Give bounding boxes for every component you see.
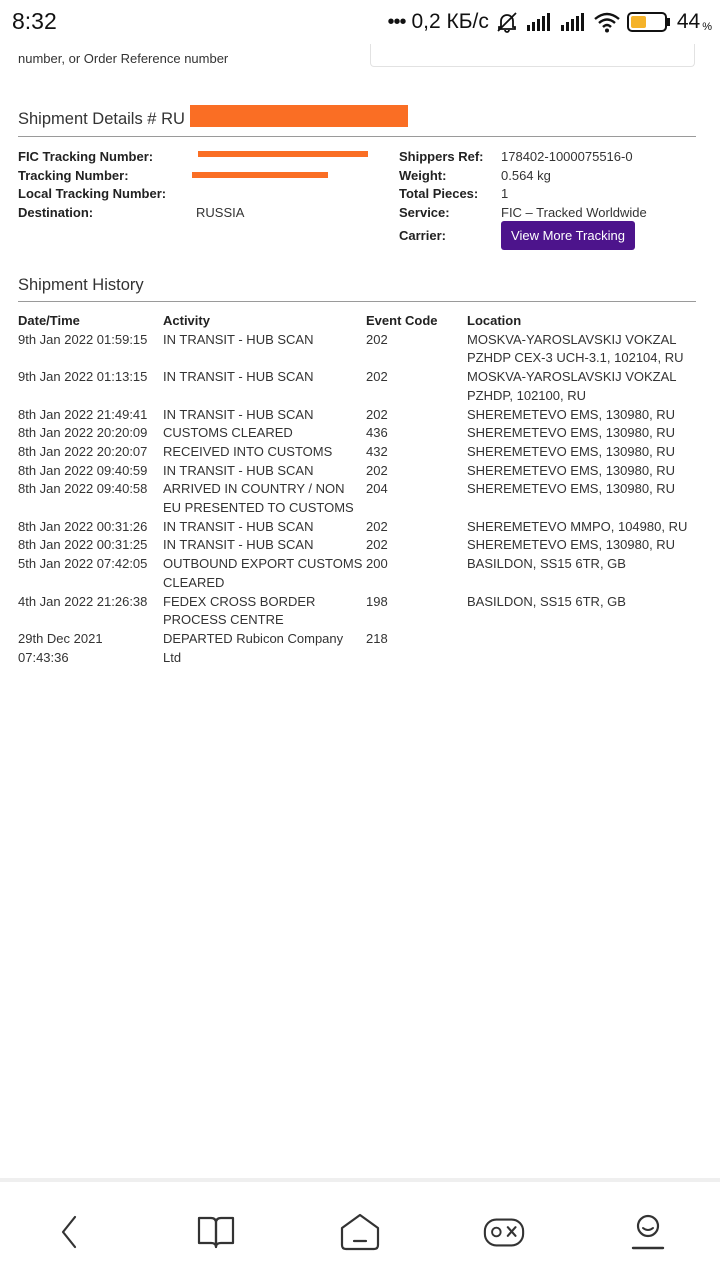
hint-text: number, or Order Reference number [18,51,229,66]
more-dots-icon: ••• [387,10,406,33]
cell-location [467,424,698,443]
shipment-history-title: Shipment History [18,276,144,294]
cell-event-code: 200 [366,556,388,572]
cell-activity-line: CUSTOMS CLEARED [163,425,293,441]
cell-date [18,630,163,667]
service-label: Service: [399,205,450,220]
cell-location-line: SHEREMETEVO EMS, 130980, RU [467,443,676,459]
cell-location [467,518,698,537]
cell-activity-line: EU PRESENTED TO CUSTOMS [163,500,354,516]
cell-location-line: SHEREMETEVO MMPO, 104980, RU [467,518,688,534]
cell-date [18,593,163,630]
table-row [18,462,698,481]
cell-location-line: SHEREMETEVO EMS, 130980, RU [467,406,676,422]
cell-location [467,331,698,368]
games-button[interactable] [482,1210,526,1254]
cell-date-line: 4th Jan 2022 21:26:38 [18,593,148,609]
status-indicators [387,9,712,35]
cell-location [467,555,698,592]
view-more-tracking-button[interactable]: View More Tracking [501,221,635,250]
table-row [18,406,698,425]
cell-activity-line: IN TRANSIT - HUB SCAN [163,462,314,478]
cell-location [467,630,698,667]
cell-location-line: PZHDP, 102100, RU [467,387,586,403]
total-pieces-value: 1 [501,186,509,201]
shippers-ref-label: Shippers Ref: [399,149,484,164]
cell-date-line: 8th Jan 2022 09:40:58 [18,481,148,497]
table-row [18,593,698,630]
cell-event-code: 202 [366,331,388,347]
history-table [18,312,698,667]
cell-location-line: BASILDON, SS15 6TR, GB [467,556,626,572]
cell-location-line: MOSKVA-YAROSLAVSKIJ VOKZAL [467,369,677,385]
home-icon [339,1212,381,1252]
cell-date [18,443,163,462]
table-row [18,331,698,368]
status-bar [0,0,720,44]
table-row [18,424,698,443]
total-pieces-label: Total Pieces: [399,186,479,201]
home-button[interactable] [338,1210,382,1254]
weight-label: Weight: [399,168,447,183]
cell-date-line: 9th Jan 2022 01:59:15 [18,331,148,347]
profile-button[interactable] [626,1210,670,1254]
redaction-mark [190,105,408,127]
cell-location [467,406,698,425]
cell-date [18,536,163,555]
signal-icon-2 [559,12,587,32]
table-row [18,518,698,537]
cell-activity [163,331,366,368]
tracking-number-label: Tracking Number: [18,168,129,183]
cell-activity-line: RECEIVED INTO CUSTOMS [163,443,333,459]
cell-location [467,593,698,630]
cell-date-line: 8th Jan 2022 00:31:26 [18,518,148,534]
cell-location-line: SHEREMETEVO EMS, 130980, RU [467,462,676,478]
cell-activity-line: PROCESS CENTRE [163,612,284,628]
cell-date-line: 8th Jan 2022 20:20:09 [18,425,148,441]
cell-location-line: PZHDP CEX-3 UCH-3.1, 102104, RU [467,350,684,366]
cell-event-code: 218 [366,630,388,646]
wifi-icon [593,11,621,33]
table-row [18,443,698,462]
cell-event-code: 436 [366,425,388,441]
cell-date-line: 9th Jan 2022 01:13:15 [18,369,148,385]
profile-icon [629,1212,667,1252]
cell-activity [163,462,366,481]
table-body [18,331,698,668]
shippers-ref-value: 178402-1000075516-0 [501,149,633,164]
cell-date-line: 8th Jan 2022 21:49:41 [18,406,148,422]
back-button[interactable] [48,1210,92,1254]
cell-activity-line: IN TRANSIT - HUB SCAN [163,518,314,534]
signal-icon [525,12,553,32]
service-value: FIC – Tracked Worldwide [501,205,647,220]
table-row [18,630,698,667]
cell-date-line: 8th Jan 2022 09:40:59 [18,462,148,478]
muted-bell-icon [495,10,519,34]
cell-event-code: 202 [366,406,388,422]
cell-location-line: SHEREMETEVO EMS, 130980, RU [467,425,676,441]
col-code-header: Event Code [366,313,438,328]
cell-activity [163,536,366,555]
cell-activity-line: IN TRANSIT - HUB SCAN [163,406,314,422]
shipment-details-title: Shipment Details # RU [18,110,185,128]
cell-date [18,424,163,443]
cell-event-code: 202 [366,518,388,534]
cell-activity-line: IN TRANSIT - HUB SCAN [163,537,314,553]
cell-date-line: 8th Jan 2022 20:20:07 [18,443,148,459]
redaction-mark [198,151,368,157]
cell-event-code: 204 [366,481,388,497]
back-icon [55,1214,85,1250]
cell-activity [163,406,366,425]
cell-activity [163,555,366,592]
cell-date [18,331,163,368]
cell-activity-line: DEPARTED Rubicon Company [163,630,344,646]
cell-date-line: 29th Dec 2021 [18,630,103,646]
cell-activity [163,480,366,517]
col-date-header: Date/Time [18,313,80,328]
cell-activity [163,630,366,667]
cell-location [467,443,698,462]
cell-location-line: MOSKVA-YAROSLAVSKIJ VOKZAL [467,331,677,347]
cell-location [467,462,698,481]
cell-event-code: 198 [366,593,388,609]
bottom-navigation [0,1182,720,1280]
redaction-mark [192,172,328,178]
cell-date [18,368,163,405]
cell-date [18,480,163,517]
cell-event-code: 202 [366,537,388,553]
network-speed: 0,2 КБ/с [411,10,489,33]
cell-activity-line: OUTBOUND EXPORT CUSTOMS [163,556,363,572]
cell-activity-line: CLEARED [163,574,225,590]
cell-date-line: 07:43:36 [18,649,69,665]
table-row [18,536,698,555]
fic-tracking-label: FIC Tracking Number: [18,149,154,164]
cell-location-line: SHEREMETEVO EMS, 130980, RU [467,537,676,553]
status-time: 8:32 [12,8,57,34]
cell-activity [163,443,366,462]
cell-activity [163,424,366,443]
cell-location-line [467,630,698,649]
book-icon [196,1214,236,1250]
cell-date [18,518,163,537]
gamepad-icon [482,1214,526,1250]
section-divider [18,301,696,302]
cell-activity-line: IN TRANSIT - HUB SCAN [163,369,314,385]
table-row [18,368,698,405]
cell-date [18,406,163,425]
battery-icon [627,11,671,33]
local-tracking-label: Local Tracking Number: [18,186,167,201]
cell-event-code: 432 [366,443,388,459]
cell-activity-line: Ltd [163,649,182,665]
cell-location [467,536,698,555]
cell-date [18,462,163,481]
section-divider [18,136,696,137]
cell-location-line: SHEREMETEVO EMS, 130980, RU [467,481,676,497]
carrier-label: Carrier: [399,228,446,243]
cell-activity [163,368,366,405]
table-header [18,312,698,331]
cell-event-code: 202 [366,369,388,385]
cell-location-line: BASILDON, SS15 6TR, GB [467,593,626,609]
table-row [18,555,698,592]
weight-value: 0.564 kg [501,168,551,183]
table-row [18,480,698,517]
cell-event-code: 202 [366,462,388,478]
cell-location [467,480,698,517]
cell-activity-line: IN TRANSIT - HUB SCAN [163,331,314,347]
destination-label: Destination: [18,205,94,220]
cell-activity-line: ARRIVED IN COUNTRY / NON [163,481,345,497]
battery-unit: % [702,21,712,33]
cell-date [18,555,163,592]
cell-date-line: 5th Jan 2022 07:42:05 [18,556,148,572]
battery-level: 44 [676,10,701,33]
cell-date-line: 8th Jan 2022 00:31:25 [18,537,148,553]
cell-activity [163,593,366,630]
destination-value: RUSSIA [196,205,245,220]
cell-location [467,368,698,405]
bookmarks-button[interactable] [194,1210,238,1254]
col-location-header: Location [467,313,522,328]
cell-activity [163,518,366,537]
cell-activity-line: FEDEX CROSS BORDER [163,593,316,609]
col-activity-header: Activity [163,313,210,328]
